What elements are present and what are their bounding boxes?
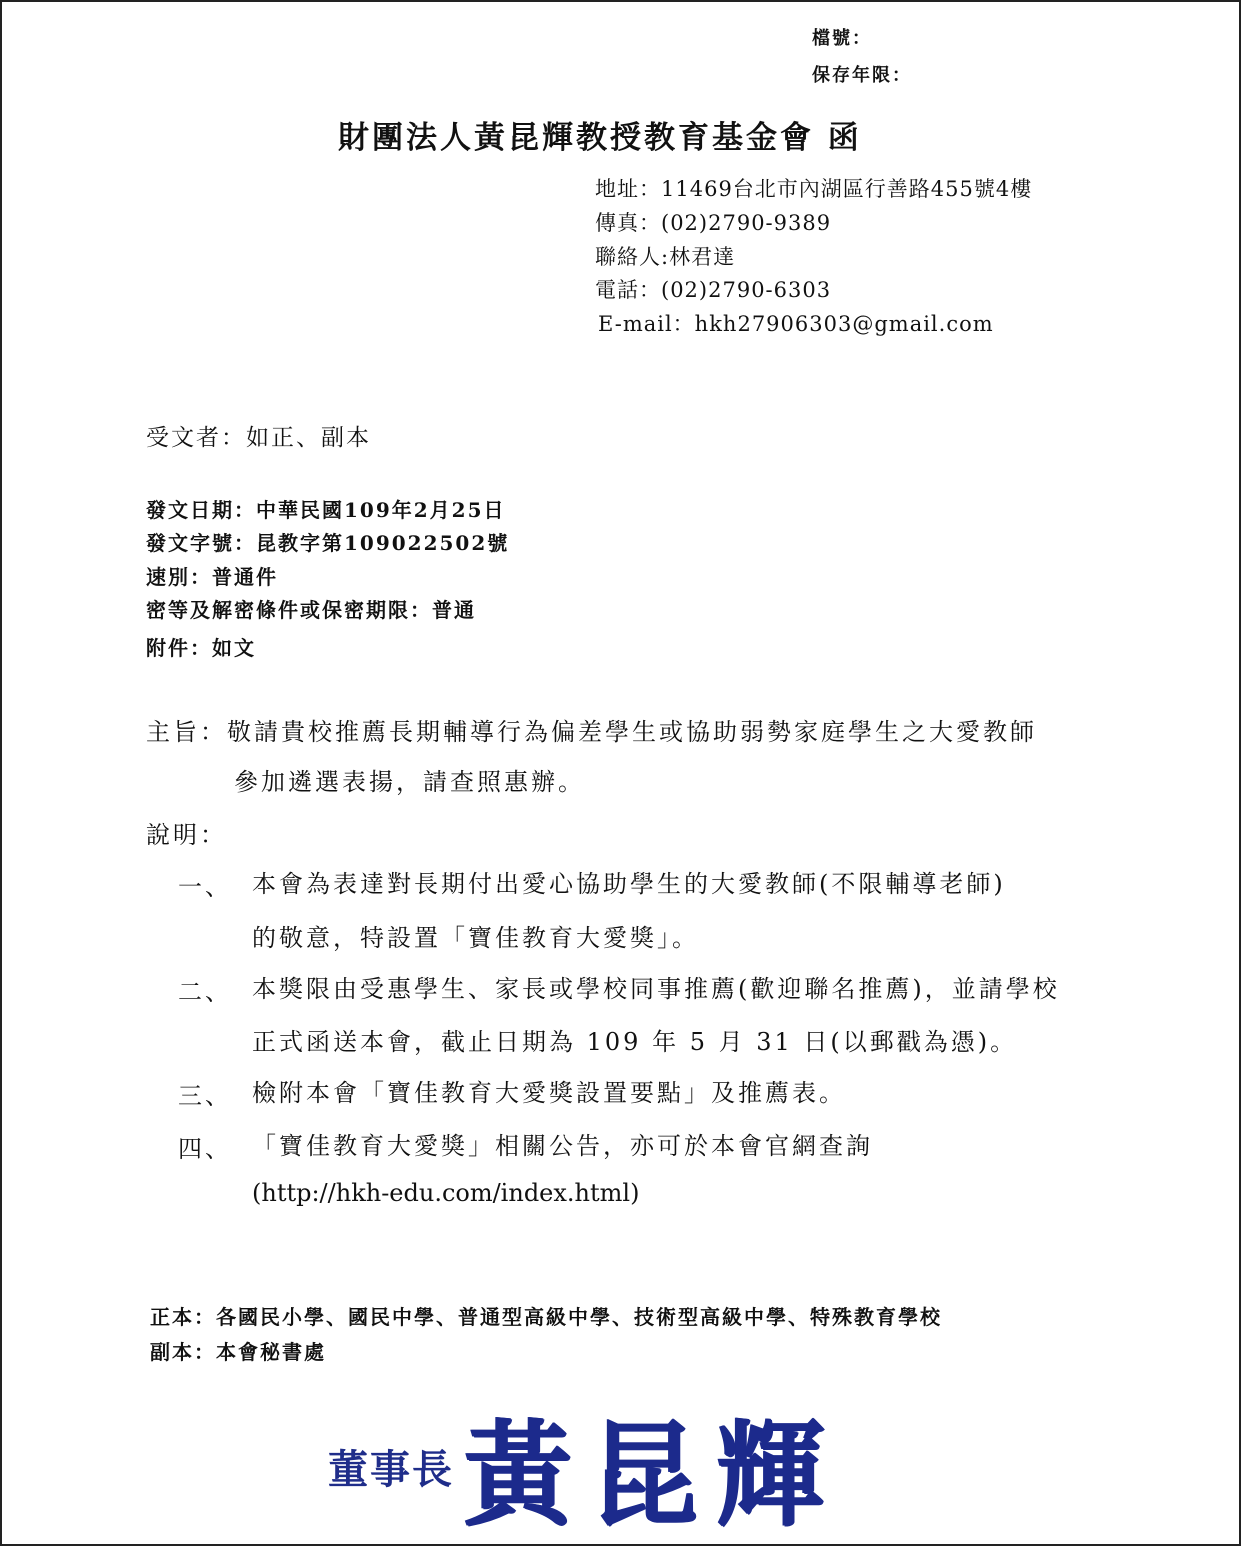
- security-level: 密等及解密條件或保密期限：普通: [146, 598, 476, 622]
- retention-period-label: 保存年限：: [812, 65, 912, 86]
- delivery-speed: 速別：普通件: [146, 565, 278, 589]
- contact-address: 地址：11469台北市內湖區行善路455號4樓: [595, 177, 1033, 201]
- contact-phone: 電話：(02)2790-6303: [595, 278, 832, 302]
- item-line: 檢附本會「寶佳教育大愛獎設置要點」及推薦表。: [252, 1079, 846, 1107]
- contact-email: E-mail：hkh27906303@gmail.com: [598, 312, 994, 336]
- original-recipients: 正本：各國民小學、國民中學、普通型高級中學、技術型高級中學、特殊教育學校: [150, 1305, 942, 1329]
- attachment: 附件：如文: [146, 636, 256, 660]
- reference-number: 發文字號：昆教字第109022502號: [146, 531, 510, 555]
- item-line: 本會為表達對長期付出愛心協助學生的大愛教師(不限輔導老師): [252, 870, 1006, 898]
- file-number-label: 檔號：: [812, 28, 872, 49]
- item-number: 二、: [178, 978, 232, 1006]
- contact-fax: 傳真：(02)2790-9389: [595, 211, 832, 235]
- signature-title: 董事長: [328, 1446, 454, 1493]
- contact-person: 聯絡人:林君達: [595, 245, 736, 269]
- item-line: 本獎限由受惠學生、家長或學校同事推薦(歡迎聯名推薦)，並請學校: [252, 975, 1060, 1003]
- issue-date: 發文日期：中華民國109年2月25日: [146, 498, 506, 522]
- duplicate-recipients: 副本：本會秘書處: [150, 1340, 326, 1364]
- item-number: 四、: [178, 1135, 232, 1163]
- document-title: 財團法人黃昆輝教授教育基金會 函: [338, 120, 862, 156]
- signature-name: 黃昆輝: [464, 1409, 843, 1542]
- subject-line-1: 主旨：敬請貴校推薦長期輔導行為偏差學生或協助弱勢家庭學生之大愛教師: [146, 718, 1037, 746]
- subject-line-2: 參加遴選表揚，請查照惠辦。: [234, 768, 585, 796]
- item-line: 的敬意，特設置「寶佳教育大愛獎」。: [252, 924, 699, 952]
- recipient: 受文者：如正、副本: [146, 425, 371, 451]
- item-line: 「寶佳教育大愛獎」相關公告，亦可於本會官網查詢: [252, 1132, 873, 1160]
- item-line: 正式函送本會，截止日期為 109 年 5 月 31 日(以郵戳為憑)。: [252, 1028, 1018, 1056]
- item-number: 一、: [178, 873, 232, 901]
- explanation-label: 說明：: [146, 821, 227, 849]
- item-number: 三、: [178, 1082, 232, 1110]
- website-url: (http://hkh-edu.com/index.html): [252, 1179, 640, 1207]
